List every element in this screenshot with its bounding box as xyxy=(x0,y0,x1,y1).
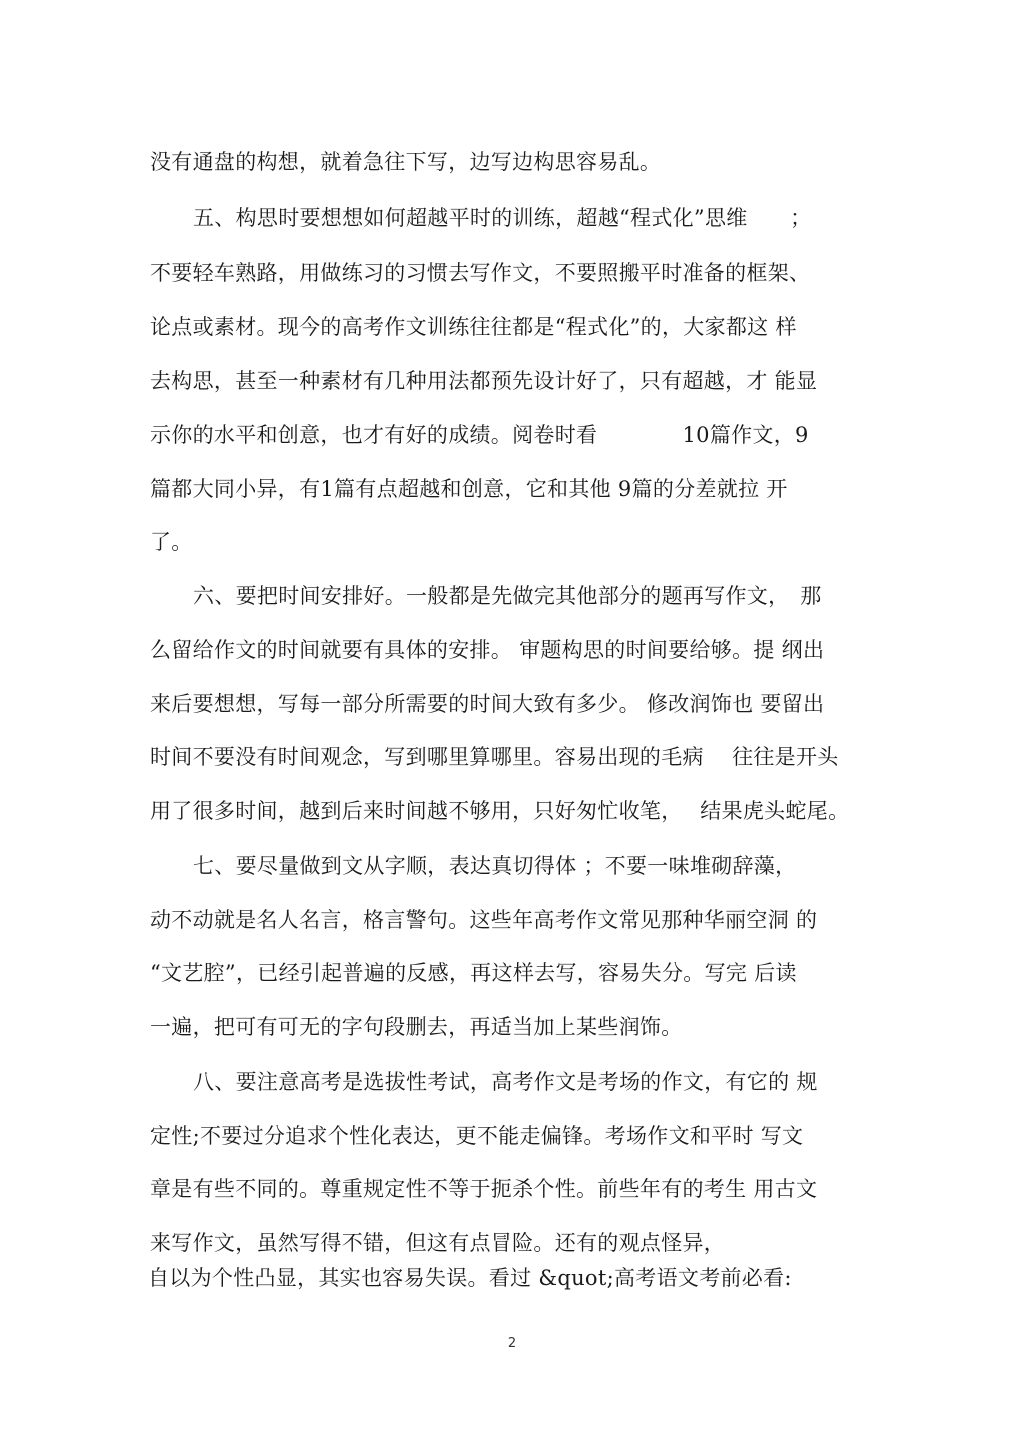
text-line: 来写作文，虽然写得不错，但这有点冒险。还有的观点怪异， xyxy=(150,1231,726,1255)
text-line: 了。 xyxy=(150,530,193,554)
text-line: 论点或素材。现今的高考作文训练往往都是“程式化”的，大家都这 样 xyxy=(150,315,797,339)
paragraph-6-heading: 六、要把时间安排好。一般都是先做完其他部分的题再写作文， 那 xyxy=(193,584,822,608)
text-line: 来后要想想，写每一部分所需要的时间大致有多少。 修改润饰也 要留出 xyxy=(150,692,825,716)
text-line: 动不动就是名人名言，格言警句。这些年高考作文常见那种华丽空洞 的 xyxy=(150,908,818,932)
text-line: 章是有些不同的。尊重规定性不等于扼杀个性。前些年有的考生 用古文 xyxy=(150,1177,818,1201)
text-line: 去构思，甚至一种素材有几种用法都预先设计好了，只有超越，才 能显 xyxy=(150,369,818,393)
text-line: 自以为个性凸显，其实也容易失误。看过 &quot;高考语文考前必看: xyxy=(148,1266,792,1290)
page-number: 2 xyxy=(507,1336,517,1351)
paragraph-5-heading: 五、构思时要想想如何超越平时的训练，超越“程式化”思维 ； xyxy=(193,206,812,230)
text-line: 不要轻车熟路，用做练习的习惯去写作文，不要照搬平时准备的框架、 xyxy=(150,261,811,285)
text-line: “文艺腔”，已经引起普遍的反感，再这样去写，容易失分。写完 后读 xyxy=(150,961,797,985)
paragraph-8-heading: 八、要注意高考是选拔性考试，高考作文是考场的作文，有它的 规 xyxy=(193,1070,818,1094)
text-line: 没有通盘的构想，就着急往下写，边写边构思容易乱。 xyxy=(150,150,662,174)
text-line: 篇都大同小异，有1篇有点超越和创意，它和其他 9篇的分差就拉 开 xyxy=(150,477,788,501)
text-line: 时间不要没有时间观念，写到哪里算哪里。容易出现的毛病 往往是开头 xyxy=(150,745,839,769)
text-line: 一遍，把可有可无的字句段删去，再适当加上某些润饰。 xyxy=(150,1015,683,1039)
text-line: 定性;不要过分追求个性化表达，更不能走偏锋。考场作文和平时 写文 xyxy=(150,1124,804,1148)
text-line: 么留给作文的时间就要有具体的安排。 审题构思的时间要给够。提 纲出 xyxy=(150,638,825,662)
text-line: 用了很多时间，越到后来时间越不够用，只好匆忙收笔， 结果虎头蛇尾。 xyxy=(150,799,850,823)
text-line: 示你的水平和创意，也才有好的成绩。阅卷时看 10篇作文，9 xyxy=(150,423,809,447)
paragraph-7-heading: 七、要尽量做到文从字顺，表达真切得体 ；不要一味堆砌辞藻， xyxy=(193,854,797,878)
